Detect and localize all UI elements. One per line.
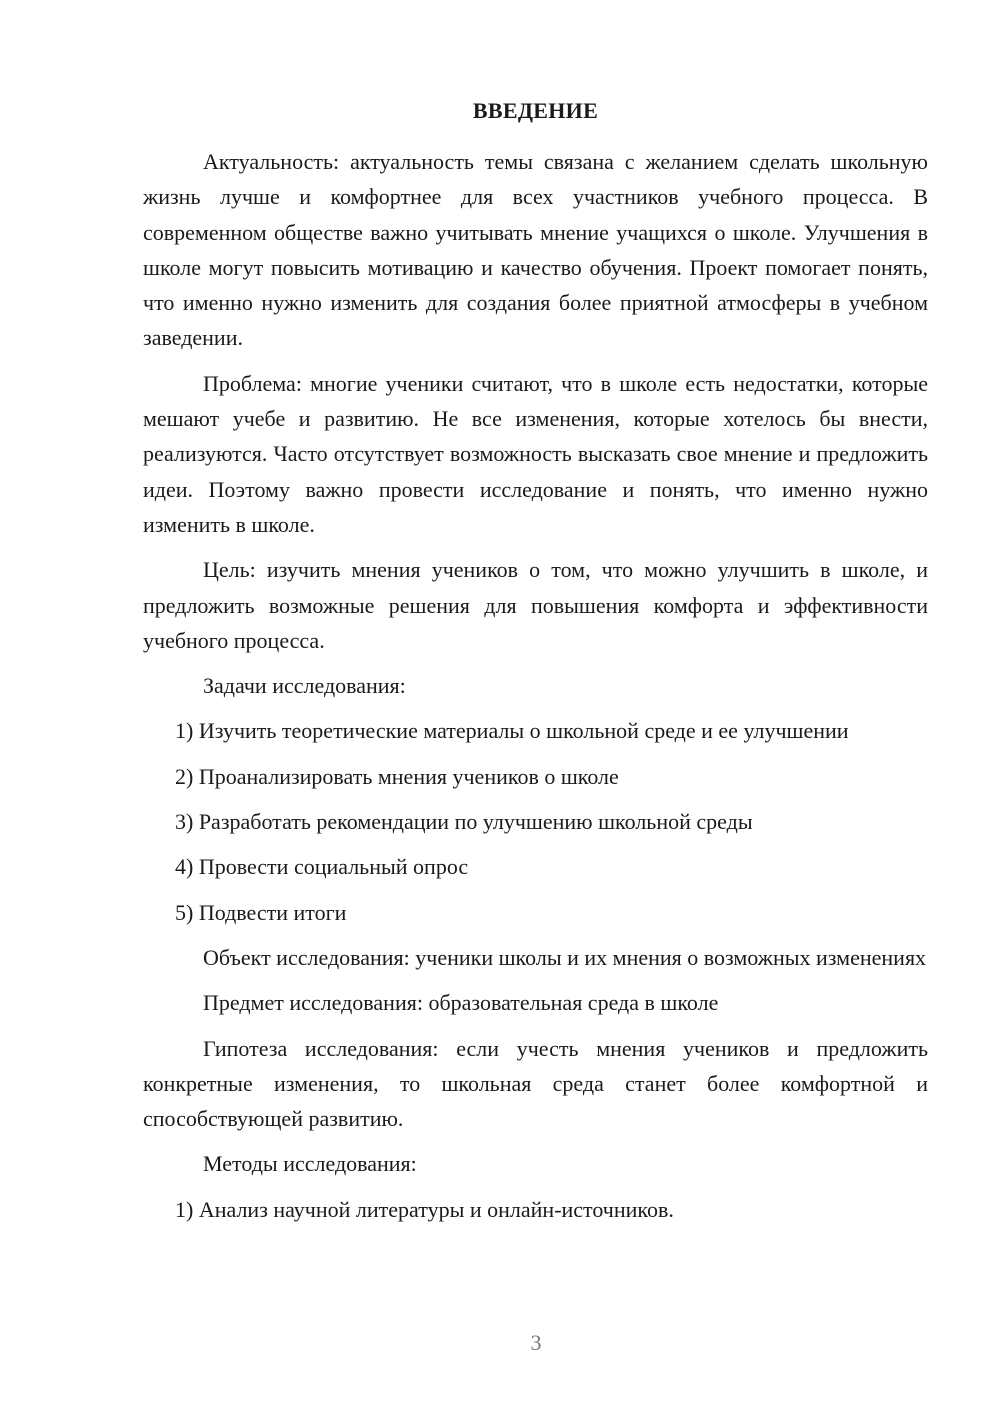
- method-item: 1) Анализ научной литературы и онлайн-источников.: [175, 1196, 674, 1222]
- subject-paragraph: Предмет исследования: образовательная среда в школе: [203, 990, 719, 1016]
- document-page: [143, 92, 928, 1237]
- task-item: 3) Разработать рекомендации по улучшению школьной среды: [175, 809, 753, 835]
- task-item: 2) Проанализировать мнения учеников о школе: [175, 763, 619, 789]
- methods-title: Методы исследования:: [203, 1151, 417, 1177]
- task-item: 1) Изучить теоретические материалы о школьной среде и ее улучшении: [175, 718, 849, 744]
- problem-paragraph: Проблема: многие ученики считают, что в школе есть недостатки, которые мешают учебе и развитию. Не все изменения, которые хотелось бы внести, реализуются. Часто отсутствует возможность высказать свое мнение и предложить идеи. Поэтому важно провести исследование и понять, что именно нужно изменить в школе.: [143, 370, 928, 537]
- task-item: 4) Провести социальный опрос: [175, 854, 469, 880]
- task-item: 5) Подвести итоги: [175, 899, 347, 925]
- tasks-title: Задачи исследования:: [203, 673, 406, 699]
- goal-paragraph: Цель: изучить мнения учеников о том, что можно улучшить в школе, и предложить возможные решения для повышения комфорта и эффективности учебного процесса.: [143, 557, 928, 653]
- page-number: 3: [530, 1330, 542, 1355]
- object-paragraph: Объект исследования: ученики школы и их мнения о возможных изменениях: [203, 944, 927, 970]
- hypothesis-paragraph: Гипотеза исследования: если учесть мнения учеников и предложить конкретные изменения, то школьная среда станет более комфортной и способствующей развитию.: [143, 1035, 928, 1132]
- relevance-paragraph: Актуальность: актуальность темы связана с желанием сделать школьную жизнь лучше и комфортнее для всех участников учебного процесса. В современном обществе важно учитывать мнение учащихся о школе. Улучшения в школе могут повысить мотивацию и качество обучения. Проект помогает понять, что именно нужно изменить для создания более приятной атмосферы в учебном заведении.: [143, 149, 928, 351]
- section-heading: ВВЕДЕНИЕ: [472, 98, 599, 123]
